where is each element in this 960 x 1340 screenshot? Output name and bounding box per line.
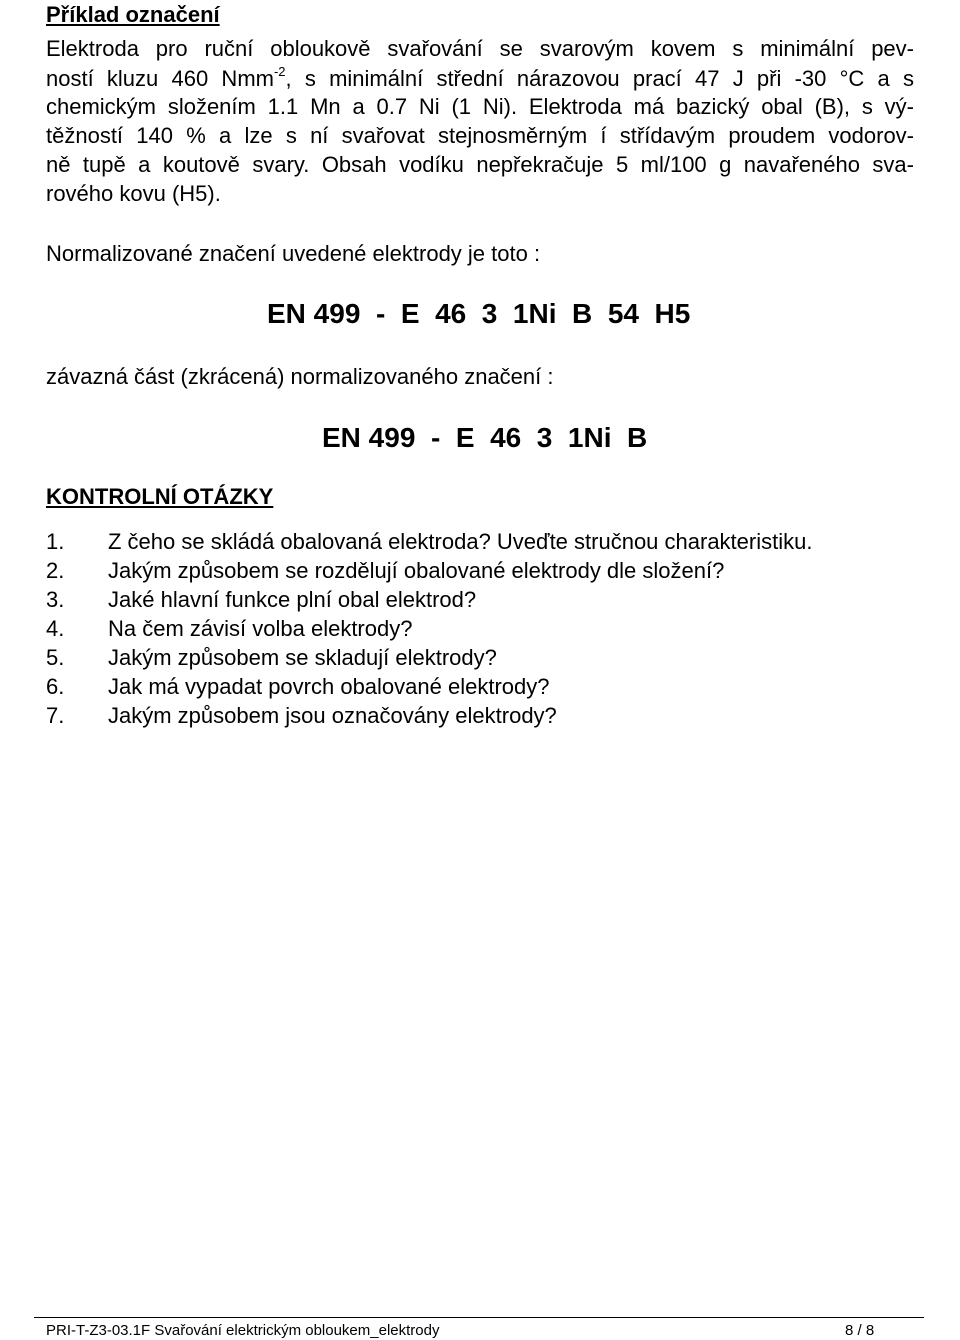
paragraph-line-2 [46, 64, 914, 94]
page-current: 8 [845, 1322, 854, 1339]
paragraph-line-3: chemickým složením 1.1 Mn a 0.7 Ni (1 Ni). Elektroda má bazický obal (B), s vý- [46, 94, 914, 119]
mandatory-intro: závazná část (zkrácená) normalizovaného značení : [46, 364, 554, 389]
question-number: 5. [46, 645, 65, 670]
paragraph-line-1: Elektroda pro ruční obloukově svařování se svarovým kovem s minimální pev- [46, 36, 914, 61]
full-designation: EN 499 - E 46 3 1Ni B 54 H5 [267, 298, 691, 329]
question-text: Jak má vypadat povrch obalované elektrody? [108, 674, 550, 699]
page-separator: / [857, 1322, 862, 1339]
paragraph-line-2-start: ností kluzu 460 Nmm [46, 66, 274, 91]
question-text: Jakým způsobem se skladují elektrody? [108, 645, 497, 670]
paragraph-line-5: ně tupě a koutově svary. Obsah vodíku nepřekračuje 5 ml/100 g navařeného sva- [46, 152, 914, 177]
question-text: Jaké hlavní funkce plní obal elektrod? [108, 587, 477, 612]
question-number: 3. [46, 587, 65, 612]
question-text: Jakým způsobem jsou označovány elektrody? [108, 703, 557, 728]
paragraph-line-4: těžností 140 % a lze s ní svařovat stejnosměrným í střídavým proudem vodorov- [46, 123, 914, 148]
short-designation: EN 499 - E 46 3 1Ni B [322, 422, 648, 453]
footer-divider [34, 1317, 924, 1318]
question-number: 2. [46, 558, 65, 583]
footer-page-number [845, 1322, 874, 1340]
paragraph-line-2-rest: , s minimální střední nárazovou prací 47 J při -30 °C a s [285, 66, 914, 91]
normalized-intro: Normalizované značení uvedené elektrody je toto : [46, 241, 541, 266]
page-total: 8 [865, 1322, 875, 1339]
example-heading: Příklad označení [46, 2, 220, 27]
unit-exponent: -2 [273, 63, 286, 79]
question-number: 1. [46, 529, 65, 554]
question-number: 7. [46, 703, 65, 728]
paragraph-line-6: rového kovu (H5). [46, 181, 221, 206]
question-number: 4. [46, 616, 65, 641]
questions-title: KONTROLNÍ OTÁZKY [46, 484, 274, 509]
question-number: 6. [46, 674, 65, 699]
question-text: Na čem závisí volba elektrody? [108, 616, 413, 641]
question-text: Z čeho se skládá obalovaná elektroda? Uveďte stručnou charakteristiku. [108, 529, 813, 554]
footer-document-title: PRI-T-Z3-03.1F Svařování elektrickým obloukem_elektrody [46, 1322, 440, 1339]
question-text: Jakým způsobem se rozdělují obalované elektrody dle složení? [108, 558, 725, 583]
